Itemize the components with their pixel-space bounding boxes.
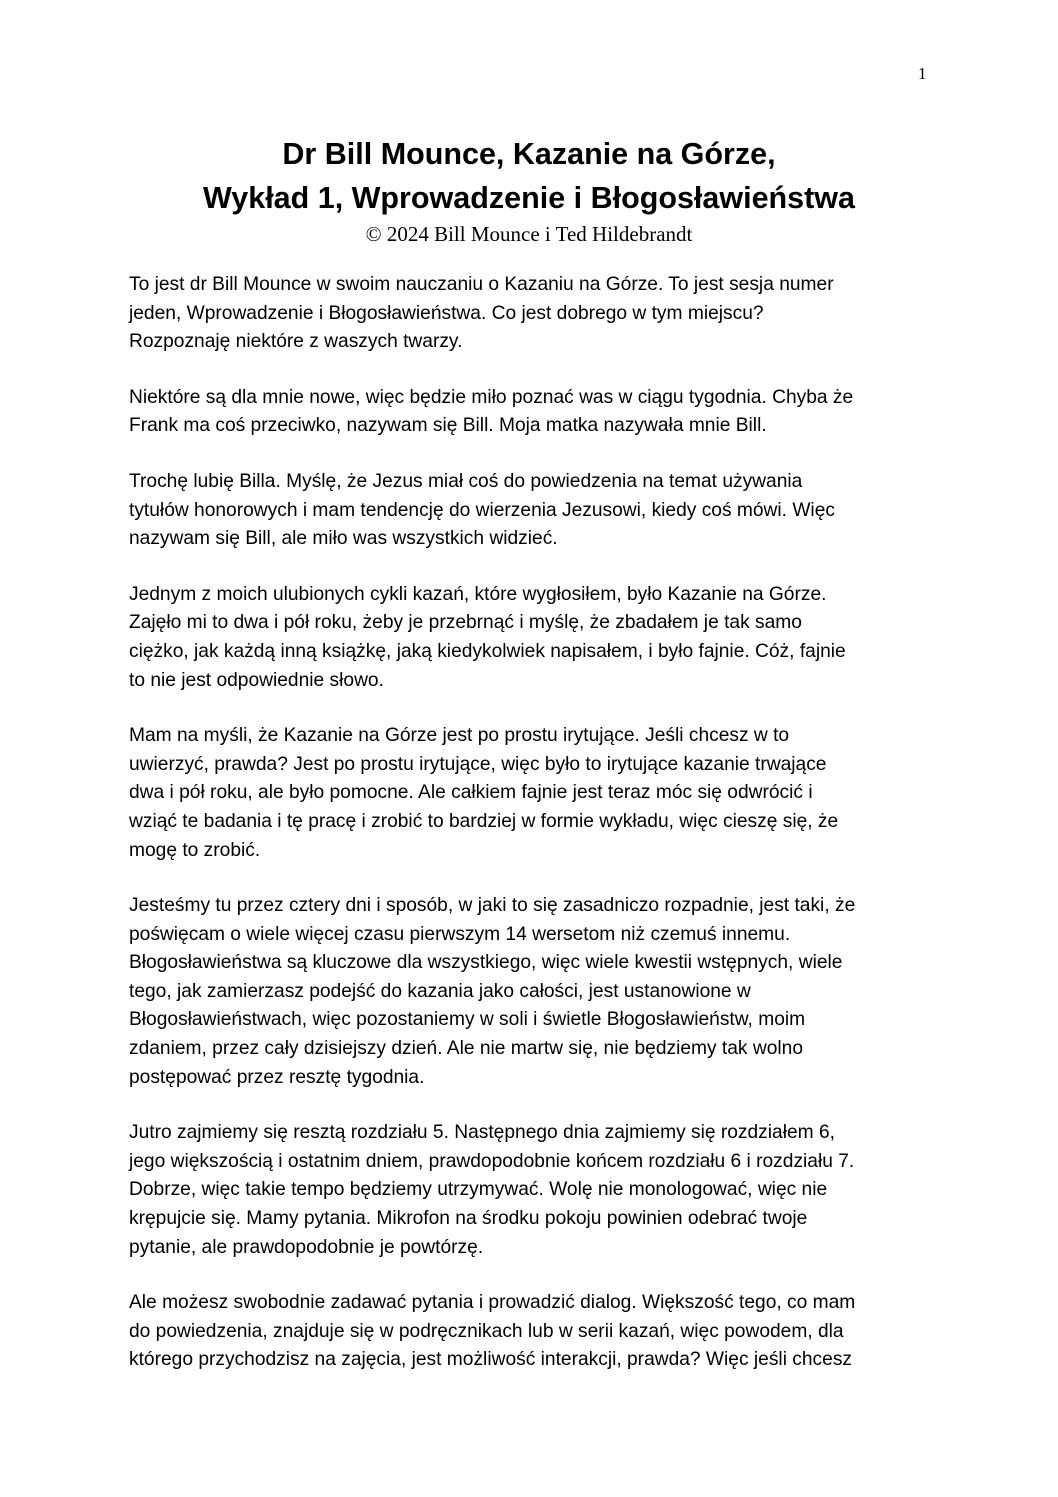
text-line: Jutro zajmiemy się resztą rozdziału 5. Następnego dnia zajmiemy się rozdziałem 6, — [129, 1122, 835, 1144]
text-line: Frank ma coś przeciwko, nazywam się Bill. Moja matka nazywała mnie Bill. — [129, 415, 767, 437]
text-line: pytanie, ale prawdopodobnie je powtórzę. — [129, 1236, 484, 1258]
paragraph — [129, 1119, 949, 1262]
title-line-1: Dr Bill Mounce, Kazanie na Górze, — [282, 137, 776, 171]
document-header — [0, 132, 1058, 248]
title-line-2: Wykład 1, Wprowadzenie i Błogosławieństwa — [203, 181, 855, 215]
text-line: Błogosławieństwa są kluczowe dla wszystkiego, więc wiele kwestii wstępnych, wiele — [129, 952, 843, 974]
paragraph — [129, 468, 949, 554]
text-line: wziąć te badania i tę pracę i zrobić to bardziej w formie wykładu, więc cieszę się, że — [129, 810, 839, 832]
text-line: jego większością i ostatnim dniem, prawdopodobnie końcem rozdziału 6 i rozdziału 7. — [129, 1150, 855, 1172]
text-line: Jednym z moich ulubionych cykli kazań, które wygłosiłem, było Kazanie na Górze. — [129, 583, 827, 605]
text-line: Rozpoznaję niektóre z waszych twarzy. — [129, 331, 463, 353]
paragraph — [129, 384, 949, 441]
text-line: Dobrze, więc takie tempo będziemy utrzymywać. Wolę nie monologować, więc nie — [129, 1179, 828, 1201]
text-line: Ale możesz swobodnie zadawać pytania i prowadzić dialog. Większość tego, co mam — [129, 1292, 856, 1314]
body-text — [129, 271, 949, 1402]
text-line: nazywam się Bill, ale miło was wszystkich widzieć. — [129, 528, 558, 550]
paragraph — [129, 722, 949, 865]
text-line: Niektóre są dla mnie nowe, więc będzie miło poznać was w ciągu tygodnia. Chyba że — [129, 386, 854, 408]
text-line: zdaniem, przez cały dzisiejszy dzień. Ale nie martw się, nie będziemy tak wolno — [129, 1038, 803, 1060]
text-line: Trochę lubię Billa. Myślę, że Jezus miał coś do powiedzenia na temat używania — [129, 470, 803, 492]
paragraph — [129, 271, 949, 357]
text-line: którego przychodzisz na zajęcia, jest możliwość interakcji, prawda? Więc jeśli chcesz — [129, 1349, 853, 1371]
text-line: uwierzyć, prawda? Jest po prostu irytujące, więc było to irytujące kazanie trwające — [129, 753, 827, 775]
text-line: postępować przez resztę tygodnia. — [129, 1066, 425, 1088]
text-line: do powiedzenia, znajduje się w podręcznikach lub w serii kazań, więc powodem, dla — [129, 1320, 844, 1342]
copyright-line: © 2024 Bill Mounce i Ted Hildebrandt — [365, 222, 693, 246]
text-line: Mam na myśli, że Kazanie na Górze jest po prostu irytujące. Jeśli chcesz w to — [129, 725, 790, 747]
text-line: Błogosławieństwach, więc pozostaniemy w soli i świetle Błogosławieństw, moim — [129, 1009, 806, 1031]
text-line: tytułów honorowych i mam tendencję do wierzenia Jezusowi, kiedy coś mówi. Więc — [129, 499, 835, 521]
text-line: tego, jak zamierzasz podejść do kazania jako całości, jest ustanowione w — [129, 980, 751, 1002]
text-line: Jesteśmy tu przez cztery dni i sposób, w jaki to się zasadniczo rozpadnie, jest taki, że — [129, 895, 856, 917]
paragraph — [129, 581, 949, 695]
paragraph — [129, 1289, 949, 1375]
text-line: krępujcie się. Mamy pytania. Mikrofon na środku pokoju powinien odebrać twoje — [129, 1208, 808, 1230]
page-number: 1 — [918, 64, 927, 83]
text-line: To jest dr Bill Mounce w swoim nauczaniu o Kazaniu na Górze. To jest sesja numer — [129, 274, 834, 295]
text-line: ciężko, jak każdą inną książkę, jaką kiedykolwiek napisałem, i było fajnie. Cóż, fajnie — [129, 640, 846, 662]
text-line: mogę to zrobić. — [129, 839, 261, 861]
paragraph — [129, 892, 949, 1092]
text-line: poświęcam o wiele więcej czasu pierwszym 14 wersetom niż czemuś innemu. — [129, 923, 791, 945]
text-line: dwa i pół roku, ale było pomocne. Ale całkiem fajnie jest teraz móc się odwrócić i — [129, 782, 813, 804]
text-line: to nie jest odpowiednie słowo. — [129, 669, 384, 691]
text-line: Zajęło mi to dwa i pół roku, żeby je przebrnąć i myślę, że zbadałem je tak samo — [129, 612, 802, 634]
text-line: jeden, Wprowadzenie i Błogosławieństwa. Co jest dobrego w tym miejscu? — [129, 302, 764, 324]
